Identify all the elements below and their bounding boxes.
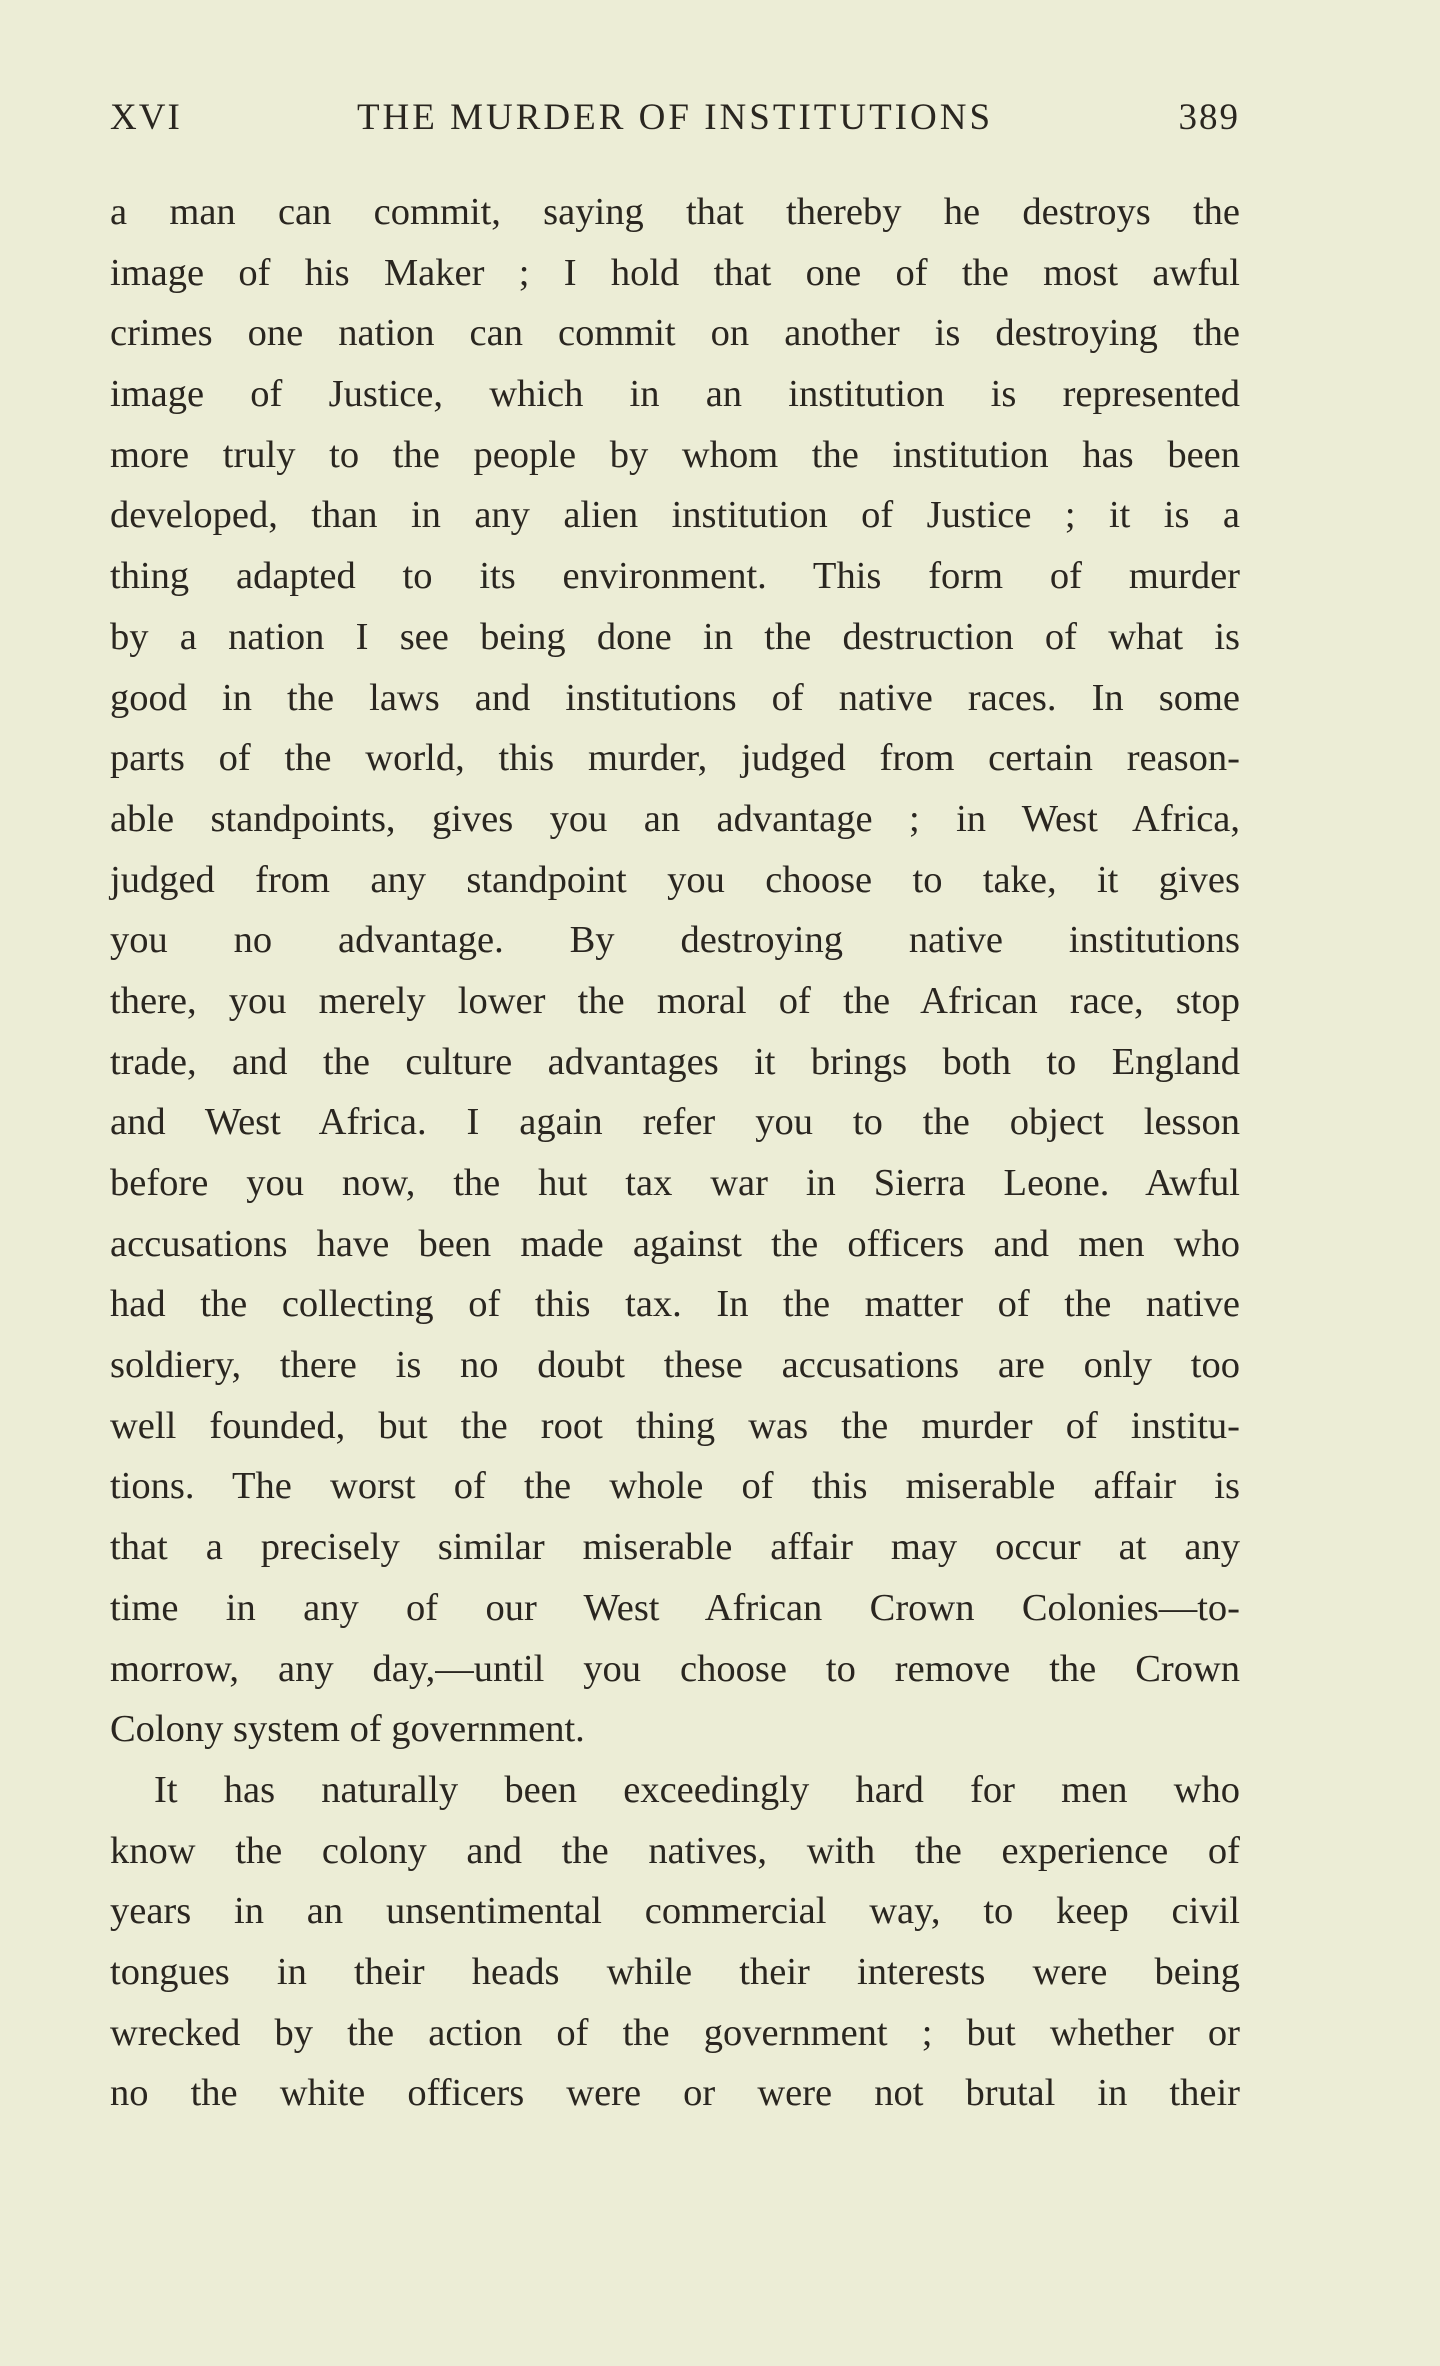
text-line: thing adapted to its environment. This form of murder [110, 555, 1240, 598]
text-line: a man can commit, saying that thereby he destroys the [110, 191, 1240, 233]
text-line: good in the laws and institutions of native races. In some [110, 676, 1240, 719]
text-line: time in any of our West African Crown Colonies—to- [110, 1586, 1240, 1629]
text-line: before you now, the hut tax war in Sierra Leone. Awful [110, 1162, 1240, 1204]
text-line: there, you merely lower the moral of the African race, stop [110, 979, 1240, 1022]
body-text [110, 182, 1240, 2124]
text-line: morrow, any day,—until you choose to remove the Crown [110, 1647, 1240, 1690]
text-line: that a precisely similar miserable affair may occur at any [110, 1526, 1240, 1569]
text-line: Colony system of government. [110, 1708, 585, 1751]
text-line: wrecked by the action of the government ; but whether or [110, 2011, 1240, 2054]
text-line: had the collecting of this tax. In the matter of the native [110, 1283, 1240, 1326]
text-line: more truly to the people by whom the institution has been [110, 433, 1240, 476]
text-line: judged from any standpoint you choose to take, it gives [110, 858, 1240, 901]
text-line: know the colony and the natives, with the experience of [110, 1829, 1240, 1872]
chapter-number: XVI [110, 97, 182, 138]
text-line: image of his Maker ; I hold that one of the most awful [110, 251, 1240, 294]
text-line: well founded, but the root thing was the murder of institu- [110, 1404, 1240, 1447]
text-line: and West Africa. I again refer you to the object lesson [110, 1101, 1240, 1144]
text-line: soldiery, there is no doubt these accusations are only too [110, 1344, 1240, 1387]
text-line: tongues in their heads while their interests were being [110, 1950, 1240, 1993]
text-line: tions. The worst of the whole of this miserable affair is [110, 1465, 1240, 1508]
text-line: crimes one nation can commit on another is destroying the [110, 312, 1240, 355]
text-line: developed, than in any alien institution of Justice ; it is a [110, 494, 1240, 537]
text-line: able standpoints, gives you an advantage ; in West Africa, [110, 797, 1240, 840]
text-line: parts of the world, this murder, judged from certain reason- [110, 737, 1240, 780]
page-number: 389 [1178, 97, 1240, 138]
running-title: THE MURDER OF INSTITUTIONS [356, 97, 994, 138]
text-line: accusations have been made against the officers and men who [110, 1222, 1240, 1265]
text-line: image of Justice, which in an institution is represented [110, 373, 1240, 416]
text-line: years in an unsentimental commercial way, to keep civil [110, 1890, 1240, 1933]
text-line: trade, and the culture advantages it brings both to England [110, 1040, 1240, 1083]
text-line: no the white officers were or were not brutal in their [110, 2072, 1240, 2115]
text-line: you no advantage. By destroying native institutions [110, 919, 1240, 962]
running-head [110, 96, 1240, 146]
text-line: by a nation I see being done in the destruction of what is [110, 615, 1240, 658]
text-line: It has naturally been exceedingly hard for men who [154, 1768, 1240, 1811]
